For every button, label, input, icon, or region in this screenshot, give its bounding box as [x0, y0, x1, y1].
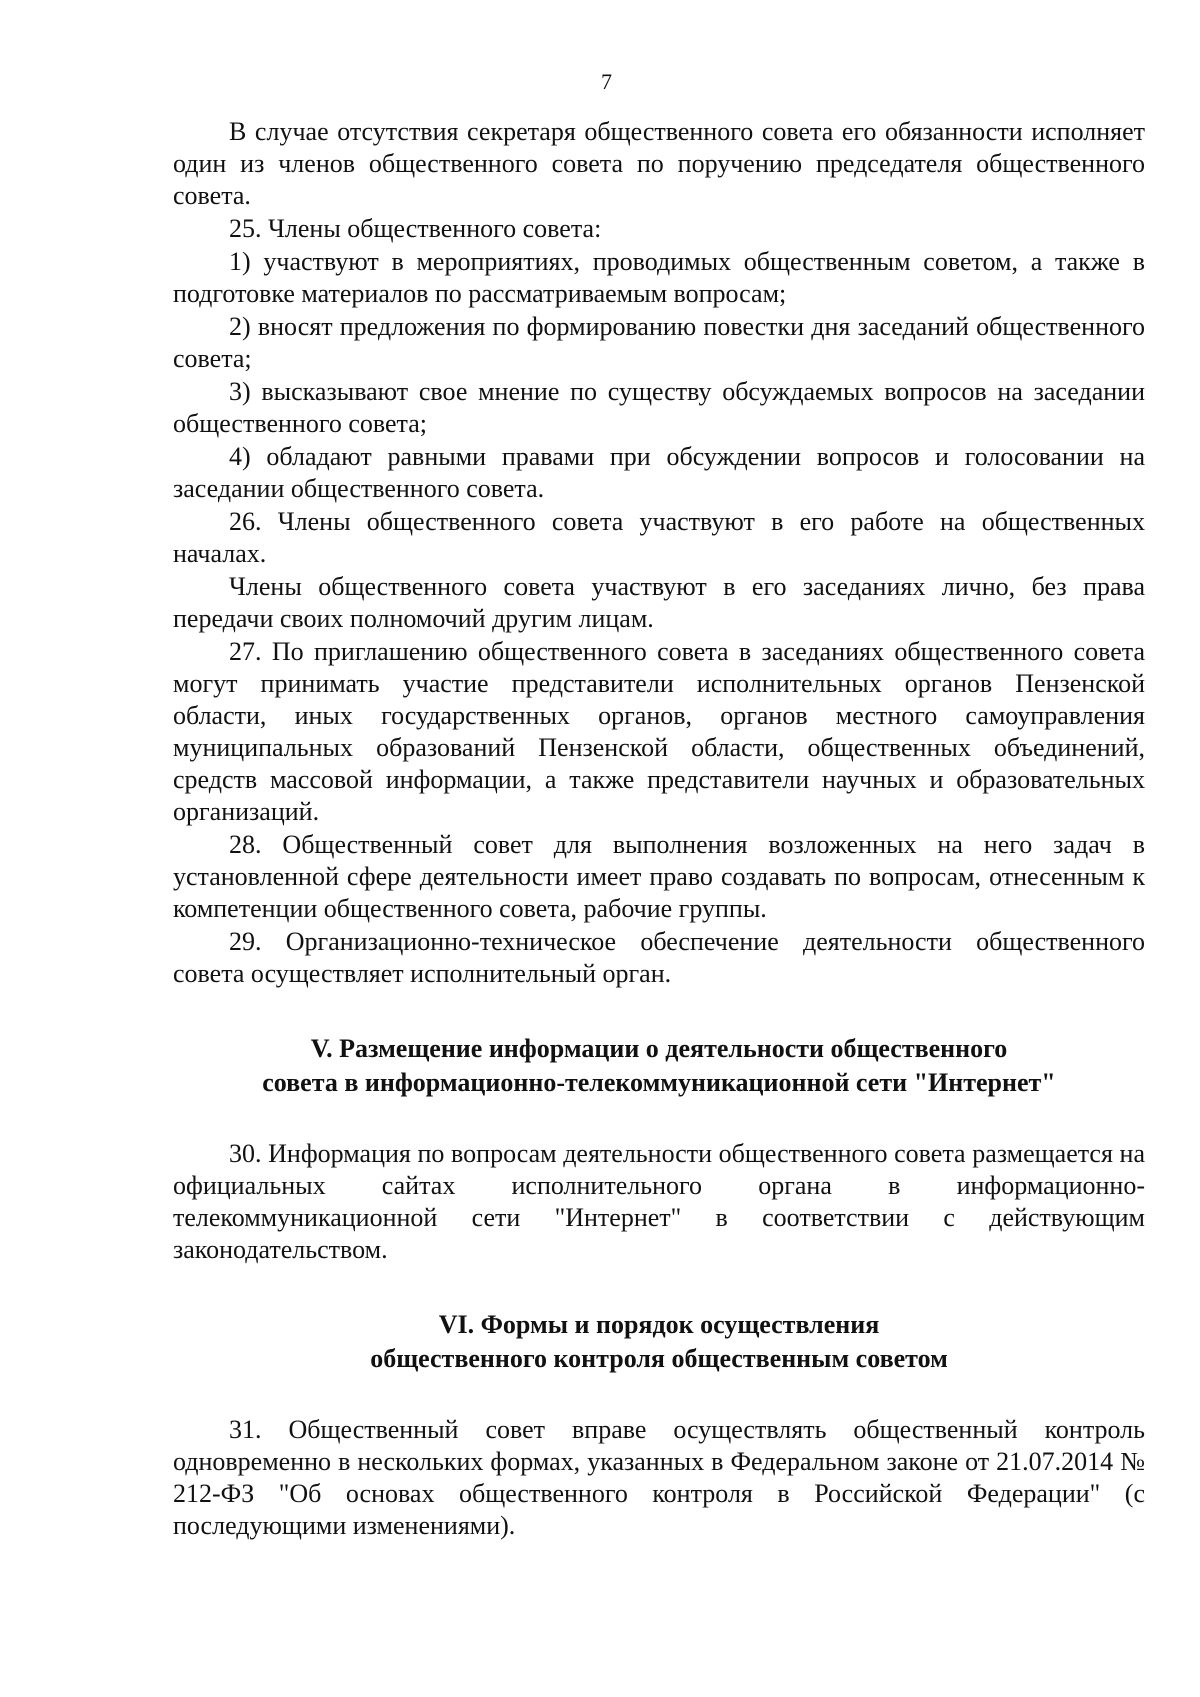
section-6-heading-line-2: общественного контроля общественным советом	[370, 1344, 948, 1373]
section-5-heading-line-2: совета в информационно-телекоммуникационной сети "Интернет"	[262, 1068, 1056, 1097]
page-number: 7	[601, 69, 612, 94]
paragraph-28: 28. Общественный совет для выполнения возложенных на него задач в установленной сфере деятельности имеет право создавать по вопросам, отнесенным к компетенции общественного совета, рабочие группы.	[173, 830, 1145, 923]
paragraph-29: 29. Организационно-техническое обеспечение деятельности общественного совета осуществляет исполнительный орган.	[173, 927, 1145, 988]
section-5-heading-line-1: V. Размещение информации о деятельности общественного	[310, 1034, 1008, 1063]
paragraph-25-item-1: 1) участвуют в мероприятиях, проводимых общественным советом, а также в подготовке материалов по рассматриваемым вопросам;	[173, 247, 1145, 308]
paragraph-27: 27. По приглашению общественного совета в заседаниях общественного совета могут принимать участие представители исполнительных органов Пензенской области, иных государственных органов, органов местного самоуправления муниципальных образований Пензенской области, общественных объединений, средств массовой информации, а также представители научных и образовательных организаций.	[173, 637, 1145, 826]
section-5-heading	[173, 1032, 1145, 1100]
paragraph-secretary-absence: В случае отсутствия секретаря общественного совета его обязанности исполняет один из членов общественного совета по поручению председателя общественного совета.	[173, 117, 1145, 210]
paragraph-31: 31. Общественный совет вправе осуществлять общественный контроль одновременно в нескольких формах, указанных в Федеральном законе от 21.07.2014 № 212-ФЗ "Об основах общественного контроля в Российской Федерации" (с последующими изменениями).	[173, 1415, 1145, 1540]
paragraph-30: 30. Информация по вопросам деятельности общественного совета размещается на официальных сайтах исполнительного органа в информационно-телекоммуникационной сети "Интернет" в соответствии с действующим законодательством.	[173, 1139, 1145, 1264]
paragraph-26-continued: Члены общественного совета участвуют в его заседаниях лично, без права передачи своих полномочий другим лицам.	[173, 572, 1145, 633]
section-6-heading	[173, 1308, 1145, 1376]
document-body	[173, 116, 1145, 1543]
paragraph-25-item-2: 2) вносят предложения по формированию повестки дня заседаний общественного совета;	[173, 312, 1145, 373]
section-6-heading-line-1: VI. Формы и порядок осуществления	[438, 1310, 880, 1339]
paragraph-26: 26. Члены общественного совета участвуют в его работе на общественных началах.	[173, 507, 1145, 568]
paragraph-25-item-3: 3) высказывают свое мнение по существу обсуждаемых вопросов на заседании общественного совета;	[173, 377, 1145, 438]
paragraph-25: 25. Члены общественного совета:	[229, 214, 602, 243]
paragraph-25-item-4: 4) обладают равными правами при обсуждении вопросов и голосовании на заседании общественного совета.	[173, 442, 1145, 503]
